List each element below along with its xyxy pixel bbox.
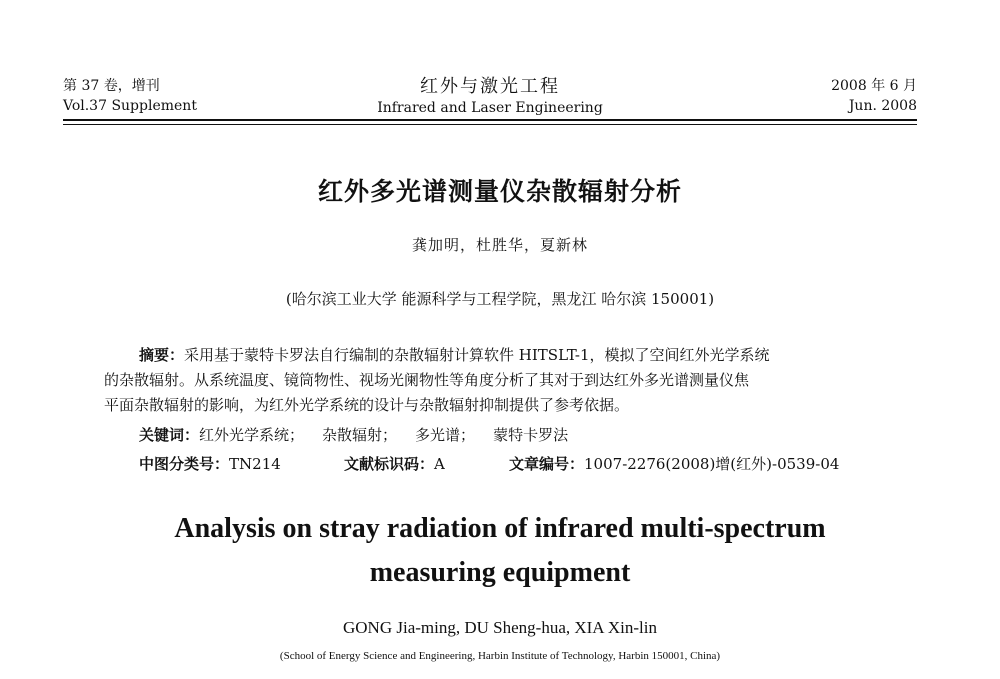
paper-title-en — [0, 507, 1000, 595]
journal-header — [63, 76, 917, 120]
paper-title-cn: 红外多光谱测量仪杂散辐射分析 — [317, 177, 682, 206]
paper-title-en-line-2: measuring equipment — [369, 557, 631, 588]
abstract-line-3: 平面杂散辐射的影响，为红外光学系统的设计与杂散辐射抑制提供了参考依据。 — [104, 396, 630, 414]
header-rule-thin — [63, 124, 917, 125]
article-value: 1007-2276(2008)增(红外)-0539-04 — [584, 455, 840, 473]
doc-value: A — [434, 455, 445, 473]
header-rule-thick — [63, 119, 917, 121]
authors-en: GONG Jia-ming, DU Sheng-hua, XIA Xin-lin — [343, 618, 657, 637]
journal-name-cn: 红外与激光工程 — [420, 76, 560, 97]
abstract — [104, 343, 894, 418]
abstract-text-1: 采用基于蒙特卡罗法自行编制的杂散辐射计算软件 HITSLT-1，模拟了空间红外光学系统 — [184, 346, 770, 364]
clc-label: 中图分类号： — [139, 455, 230, 473]
authors-cn: 龚加明，杜胜华，夏新林 — [411, 236, 588, 254]
article-number — [509, 453, 839, 474]
affiliation-en: (School of Energy Science and Engineering, Harbin Institute of Technology, Harbin 150001, China) — [279, 650, 721, 662]
issue-date-en: Jun. 2008 — [848, 98, 917, 114]
abstract-label: 摘要： — [139, 346, 185, 364]
doc-label: 文献标识码： — [344, 455, 435, 473]
abstract-line-1 — [104, 343, 894, 368]
affiliation-cn: (哈尔滨工业大学 能源科学与工程学院，黑龙江 哈尔滨 150001) — [285, 290, 715, 308]
clc-value: TN214 — [229, 455, 281, 473]
keyword-term: 多光谱； — [415, 426, 476, 444]
issue-date — [831, 76, 917, 116]
keyword-term: 蒙特卡罗法 — [493, 426, 569, 444]
volume-en: Vol.37 Supplement — [63, 98, 197, 114]
document-code — [344, 453, 445, 474]
issue-date-cn: 2008 年 6 月 — [831, 78, 917, 94]
article-label: 文章编号： — [509, 455, 585, 473]
journal-name — [63, 76, 917, 118]
abstract-line-2: 的杂散辐射。从系统温度、镜筒物性、视场光阑物性等角度分析了其对于到达红外多光谱测量仪焦 — [104, 371, 750, 389]
keywords — [139, 424, 586, 445]
clc-number — [139, 453, 281, 474]
keyword-term: 杂散辐射； — [322, 426, 398, 444]
keywords-label: 关键词： — [139, 426, 200, 444]
volume-cn: 第 37 卷，增刊 — [63, 78, 160, 94]
journal-name-en: Infrared and Laser Engineering — [377, 100, 603, 116]
keyword-term: 红外光学系统； — [199, 426, 305, 444]
paper-title-en-line-1: Analysis on stray radiation of infrared multi-spectrum — [174, 513, 826, 544]
